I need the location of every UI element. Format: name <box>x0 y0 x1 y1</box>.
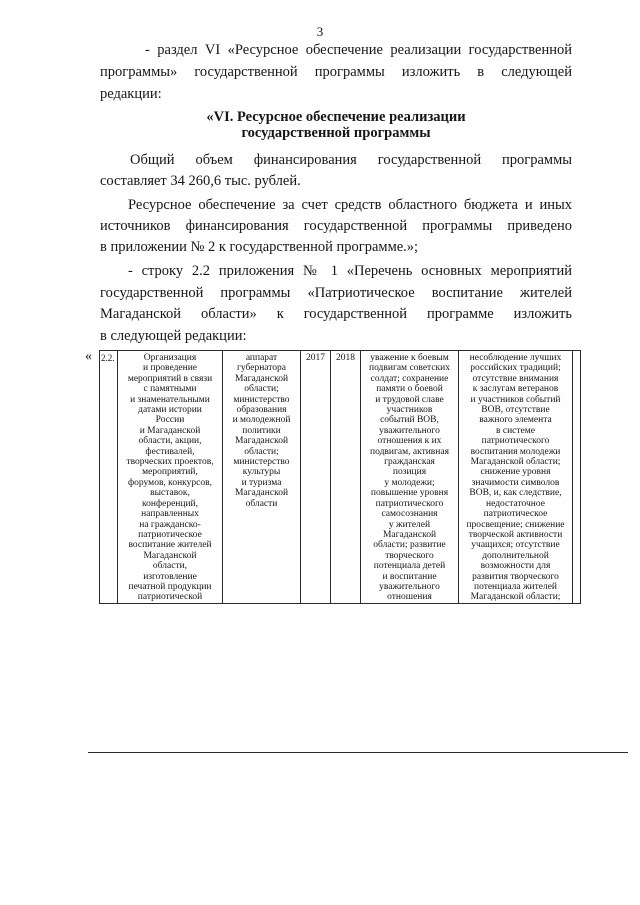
section-heading-line: государственной программы <box>241 125 431 141</box>
trailing-cell <box>573 351 581 604</box>
resource-provision-line: источников финансирования государственной программы приведено <box>100 218 572 234</box>
expected-result-cell: уважение к боевым подвигам советских солдат; сохранение памяти о боевой и трудовой славе участников событий ВОВ, уважительного отношения к их подвигам, активная гражданская позиция у молодежи; повышение уровня патриотического самосознания у жителей Магаданской области; развитие творческого потенциала детей и воспитание уважительного отношения <box>361 351 459 604</box>
resource-provision-line: Ресурсное обеспечение за счет средств областного бюджета и иных <box>128 197 572 213</box>
row-2-2-instruction <box>100 261 572 347</box>
resource-provision-line: в приложении № 2 к государственной программе.»; <box>100 239 419 255</box>
resource-provision-paragraph <box>100 195 572 258</box>
section-vi-instruction-line: программы» государственной программы изложить в следующей <box>100 64 572 80</box>
row-2-2-instruction-line: - строку 2.2 приложения № 1 «Перечень основных мероприятий <box>128 263 572 279</box>
start-year-cell: 2017 <box>301 351 331 604</box>
activity-cell: Организация и проведение мероприятий в связи с памятными и знаменательными датами истории России и Магаданской области, акции, фестивалей, творческих проектов, мероприятий, форумов, конкурсов, выставок, конференций, направленных на гражданско- патриотическое воспитание жителей Магаданской области, изготовление печатной продукции патриотической <box>118 351 223 604</box>
table-row <box>100 351 581 604</box>
funding-total-line: составляет 34 260,6 тыс. рублей. <box>100 173 301 189</box>
section-heading <box>100 109 572 141</box>
funding-total-paragraph <box>100 150 572 192</box>
measures-table <box>99 350 581 604</box>
row-2-2-instruction-line: в следующей редакции: <box>100 327 247 344</box>
section-vi-instruction-line: - раздел VI «Ресурсное обеспечение реализации государственной <box>145 42 572 58</box>
end-year-cell: 2018 <box>331 351 361 604</box>
section-heading-line: «VI. Ресурсное обеспечение реализации <box>206 109 466 125</box>
consequences-cell: несоблюдение лучших российских традиций; отсутствие внимания к заслугам ветеранов и участников событий ВОВ, отсутствие важного элемента в системе патриотического воспитания молодежи Магаданской области; снижение уровня значимости символов ВОВ, и, как следствие, недостаточное патриотическое просвещение; снижение творческой активности учащихся; отсутствие дополнительной возможности для развития творческого потенциала жителей Магаданской области; <box>459 351 573 604</box>
section-vi-instruction <box>100 39 572 105</box>
page-number: 3 <box>316 24 324 39</box>
funding-total-line: Общий объем финансирования государственной программы <box>130 152 572 168</box>
row-number-cell: 2.2. <box>100 351 118 604</box>
table-open-quote: « <box>85 349 92 364</box>
row-2-2-instruction-line: государственной программы «Патриотическое воспитание жителей <box>100 284 572 301</box>
row-2-2-instruction-line: Магаданской области» к государственной программе изложить <box>100 306 572 322</box>
executors-cell: аппарат губернатора Магаданской области; министерство образования и молодежной политики Магаданской области; министерство культуры и туризма Магаданской области <box>223 351 301 604</box>
section-vi-instruction-line: редакции: <box>100 86 162 102</box>
bottom-rule <box>88 752 628 753</box>
